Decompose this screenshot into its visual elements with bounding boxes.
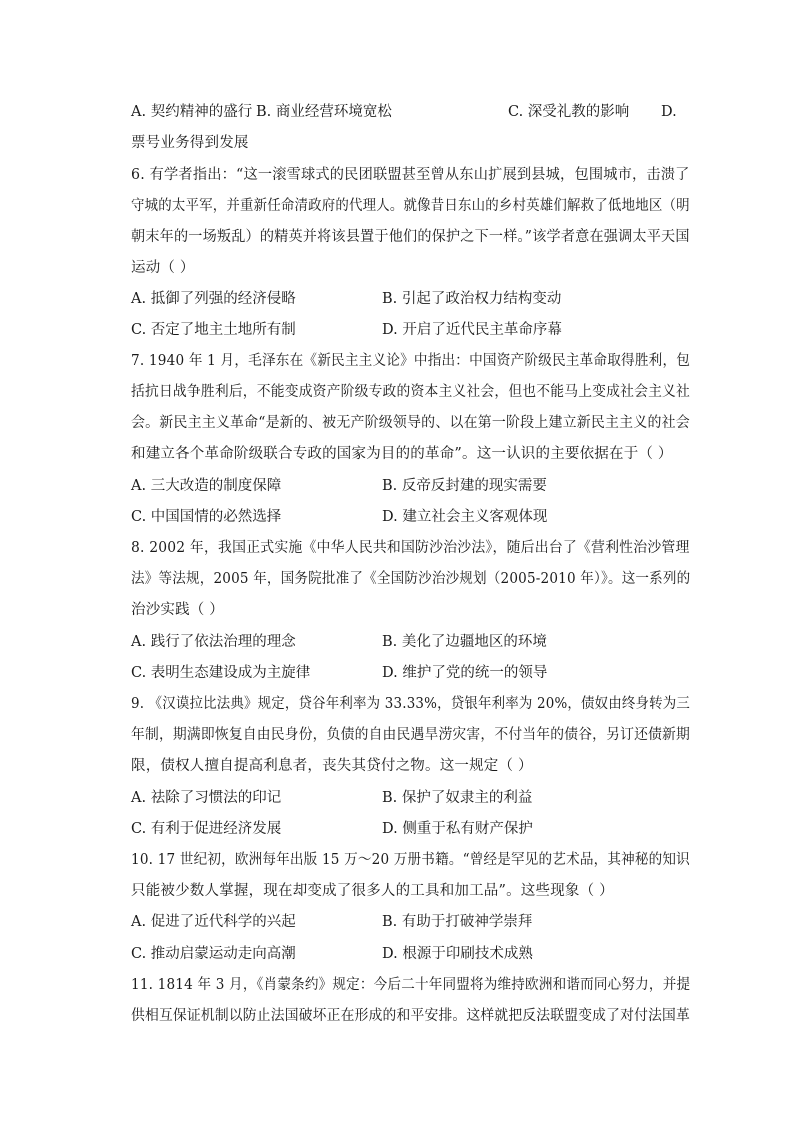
q5-option-c: C. 深受礼教的影响 xyxy=(508,104,630,120)
q6-options-row-1 xyxy=(0,289,794,309)
q9-stem-line: 限，债权人擅自提高利息者，丧失其贷付之物。这一规定（ ） xyxy=(131,758,533,774)
q9-options-row-2 xyxy=(0,819,794,839)
q10-option-a: A. 促进了近代科学的兴起 xyxy=(131,914,296,930)
q7-stem-line: 括抗日战争胜利后，不能变成资产阶级专政的资本主义社会，但也不能马上变成社会主义社 xyxy=(131,384,691,400)
q6-stem-line: 运动（ ） xyxy=(131,260,195,276)
q9-option-a: A. 祛除了习惯法的印记 xyxy=(131,790,282,806)
q10-option-d: D. 根源于印刷技术成熟 xyxy=(382,946,533,962)
q8-options-row-2 xyxy=(0,663,794,683)
q10-option-b: B. 有助于打破神学崇拜 xyxy=(382,914,533,930)
q6-stem-line: 朝末年的一场叛乱）的精英并将该县置于他们的保护之下一样。”该学者意在强调太平天国 xyxy=(131,229,690,245)
q7-option-a: A. 三大改造的制度保障 xyxy=(131,478,282,494)
q8-option-a: A. 践行了依法治理的理念 xyxy=(131,634,296,650)
q8-stem-line: 8. 2002 年，我国正式实施《中华人民共和国防沙治沙法》，随后出台了《营利性治沙管理 xyxy=(131,540,690,556)
q7-option-d: D. 建立社会主义客观体现 xyxy=(382,509,548,525)
q6-stem-line: 6. 有学者指出：“这一滚雪球式的民团联盟甚至曾从东山扩展到县城，包围城市，击溃了 xyxy=(131,167,690,183)
q8-option-b: B. 美化了边疆地区的环境 xyxy=(382,634,547,650)
q6-option-b: B. 引起了政治权力结构变动 xyxy=(382,291,562,307)
q5-options-row xyxy=(0,102,794,122)
q6-option-d: D. 开启了近代民主革命序幕 xyxy=(382,322,562,338)
q7-option-b: B. 反帝反封建的现实需要 xyxy=(382,478,547,494)
q7-stem-line: 会。新民主主义革命“是新的、被无产阶级领导的、以在第一阶段上建立新民主主义的社会 xyxy=(131,415,690,431)
q8-option-c: C. 表明生态建设成为主旋律 xyxy=(131,665,311,681)
q6-options-row-2 xyxy=(0,320,794,340)
q7-option-c: C. 中国国情的必然选择 xyxy=(131,509,282,525)
q6-option-a: A. 抵御了列强的经济侵略 xyxy=(131,291,296,307)
q10-options-row-1 xyxy=(0,912,794,932)
q10-stem-line: 只能被少数人掌握，现在却变成了很多人的工具和加工品”。这些现象（ ） xyxy=(131,883,614,899)
q7-options-row-2 xyxy=(0,507,794,527)
q8-option-d: D. 维护了党的统一的领导 xyxy=(382,665,548,681)
q8-stem-line: 治沙实践（ ） xyxy=(131,602,225,618)
q8-stem-line: 法》等法规，2005 年，国务院批准了《全国防沙治沙规划（2005-2010 年）》。这一系列的 xyxy=(131,571,691,587)
q10-options-row-2 xyxy=(0,944,794,964)
q11-stem-line: 11. 1814 年 3 月，《肖蒙条约》规定：今后二十年同盟将为维持欧洲和谐而同心努力，并提 xyxy=(131,977,691,993)
q7-stem-line: 7. 1940 年 1 月，毛泽东在《新民主主义论》中指出：中国资产阶级民主革命取得胜利，包 xyxy=(131,353,691,369)
q9-option-b: B. 保护了奴隶主的利益 xyxy=(382,790,533,806)
q5-option-d-text: 票号业务得到发展 xyxy=(131,135,249,151)
q7-options-row-1 xyxy=(0,476,794,496)
q5-option-d: D. xyxy=(661,104,677,120)
q10-option-c: C. 推动启蒙运动走向高潮 xyxy=(131,946,296,962)
q9-options-row-1 xyxy=(0,788,794,808)
q8-options-row-1 xyxy=(0,632,794,652)
q9-option-c: C. 有利于促进经济发展 xyxy=(131,821,282,837)
q7-stem-line: 和建立各个革命阶级联合专政的国家为目的的革命”。这一认识的主要依据在于（ ） xyxy=(131,446,673,462)
q9-option-d: D. 侧重于私有财产保护 xyxy=(382,821,533,837)
q10-stem-line: 10. 17 世纪初，欧洲每年出版 15 万～20 万册书籍。“曾经是罕见的艺术品，其神秘的知识 xyxy=(131,852,690,868)
q6-option-c: C. 否定了地主土地所有制 xyxy=(131,322,296,338)
q9-stem-line: 9. 《汉谟拉比法典》规定，贷谷年利率为 33.33%，贷银年利率为 20%，债奴由终身转为三 xyxy=(131,696,691,712)
q6-stem-line: 守城的太平军，并重新任命清政府的代理人。就像昔日东山的乡村英雄们解救了低地地区（明 xyxy=(131,198,690,214)
q5-option-a: A. 契约精神的盛行 xyxy=(131,104,253,120)
q11-stem-line: 供相互保证机制以防止法国破坏正在形成的和平安排。这样就把反法联盟变成了对付法国革 xyxy=(131,1008,691,1024)
q9-stem-line: 年制，期满即恢复自由民身份，负债的自由民遇旱涝灾害，不付当年的债谷，另订还债新期 xyxy=(131,727,691,743)
q5-option-b: B. 商业经营环境宽松 xyxy=(256,104,392,120)
